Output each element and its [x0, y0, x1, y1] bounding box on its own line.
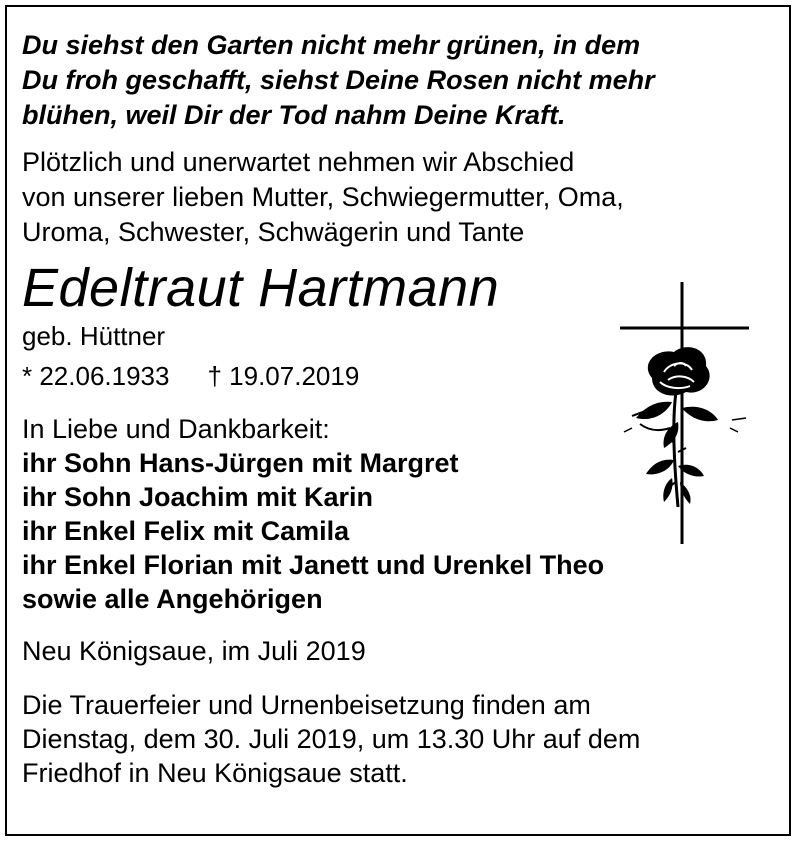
mourner-line: ihr Sohn Hans-Jürgen mit Margret — [22, 448, 459, 478]
death-date: † 19.07.2019 — [207, 361, 360, 391]
mourner-line: ihr Enkel Florian mit Janett und Urenkel Theo — [22, 550, 605, 580]
intro-line: Plötzlich und unerwartet nehmen wir Abschied — [22, 147, 575, 177]
mourner-line: ihr Enkel Felix mit Camila — [22, 516, 350, 546]
funeral-line: Dienstag, dem 30. Juli 2019, um 13.30 Uhr auf dem — [22, 724, 641, 754]
poem-line: blühen, weil Dir der Tod nahm Deine Kraft. — [22, 100, 566, 130]
memorial-poem — [22, 28, 782, 133]
place-and-date: Neu Königsaue, im Juli 2019 — [22, 636, 366, 666]
poem-line: Du siehst den Garten nicht mehr grünen, in dem — [22, 30, 641, 60]
funeral-line: Friedhof in Neu Königsaue statt. — [22, 758, 408, 788]
birth-name: geb. Hüttner — [22, 321, 166, 351]
mourner-line: sowie alle Angehörigen — [22, 584, 323, 614]
mourners-intro: In Liebe und Dankbarkeit: — [22, 414, 330, 444]
birth-date: * 22.06.1933 — [22, 361, 170, 391]
intro-line: Uroma, Schwester, Schwägerin und Tante — [22, 217, 525, 247]
announcement-intro — [22, 145, 782, 250]
mourner-line: ihr Sohn Joachim mit Karin — [22, 482, 374, 512]
funeral-info — [22, 688, 782, 790]
deceased-name: Edeltraut Hartmann — [22, 258, 500, 318]
cross-with-rose-icon — [612, 282, 757, 547]
funeral-line: Die Trauerfeier und Urnenbeisetzung finden am — [22, 690, 591, 720]
intro-line: von unserer lieben Mutter, Schwiegermutter, Oma, — [22, 182, 624, 212]
poem-line: Du froh geschafft, siehst Deine Rosen nicht mehr — [22, 65, 655, 95]
